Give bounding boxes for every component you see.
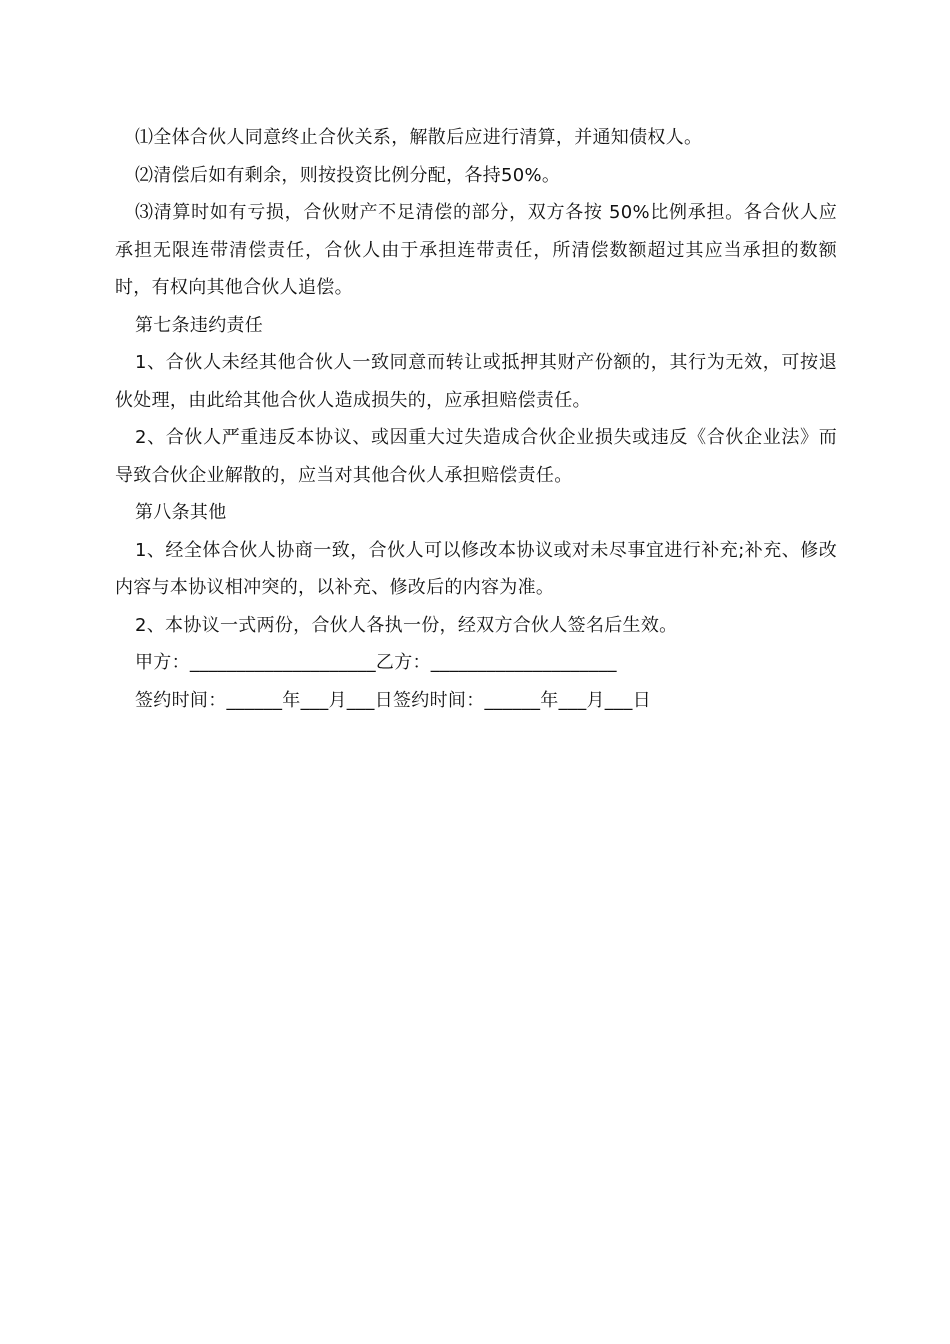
signature-parties-line: 甲方：____________________乙方：____________________ <box>135 652 617 673</box>
article-7-item-2: 2、合伙人严重违反本协议、或因重大过失造成合伙企业损失或违反《合伙企业法》而导致合伙企业解散的，应当对其他合伙人承担赔偿责任。 <box>115 427 837 486</box>
dissolution-clause-3: ⑶清算时如有亏损，合伙财产不足清偿的部分，双方各按 50%比例承担。各合伙人应承担无限连带清偿责任，合伙人由于承担连带责任，所清偿数额超过其应当承担的数额时，有权向其他合伙人追偿。 <box>115 202 837 298</box>
article-8-item-1: 1、经全体合伙人协商一致，合伙人可以修改本协议或对未尽事宜进行补充;补充、修改内容与本协议相冲突的，以补充、修改后的内容为准。 <box>115 539 837 598</box>
article-7-title: 第七条违约责任 <box>135 314 264 336</box>
document-body <box>115 119 837 719</box>
signature-date-line: 签约时间：______年___月___日签约时间：______年___月___日 <box>135 689 651 711</box>
article-8-item-2: 2、本协议一式两份，合伙人各执一份，经双方合伙人签名后生效。 <box>135 614 678 636</box>
dissolution-clause-1: ⑴全体合伙人同意终止合伙关系，解散后应进行清算，并通知债权人。 <box>135 127 703 148</box>
article-7-item-1: 1、合伙人未经其他合伙人一致同意而转让或抵押其财产份额的，其行为无效，可按退伙处理，由此给其他合伙人造成损失的，应承担赔偿责任。 <box>115 352 837 411</box>
dissolution-clause-2: ⑵清偿后如有剩余，则按投资比例分配，各持50%。 <box>135 164 561 186</box>
article-8-title: 第八条其他 <box>135 502 227 523</box>
